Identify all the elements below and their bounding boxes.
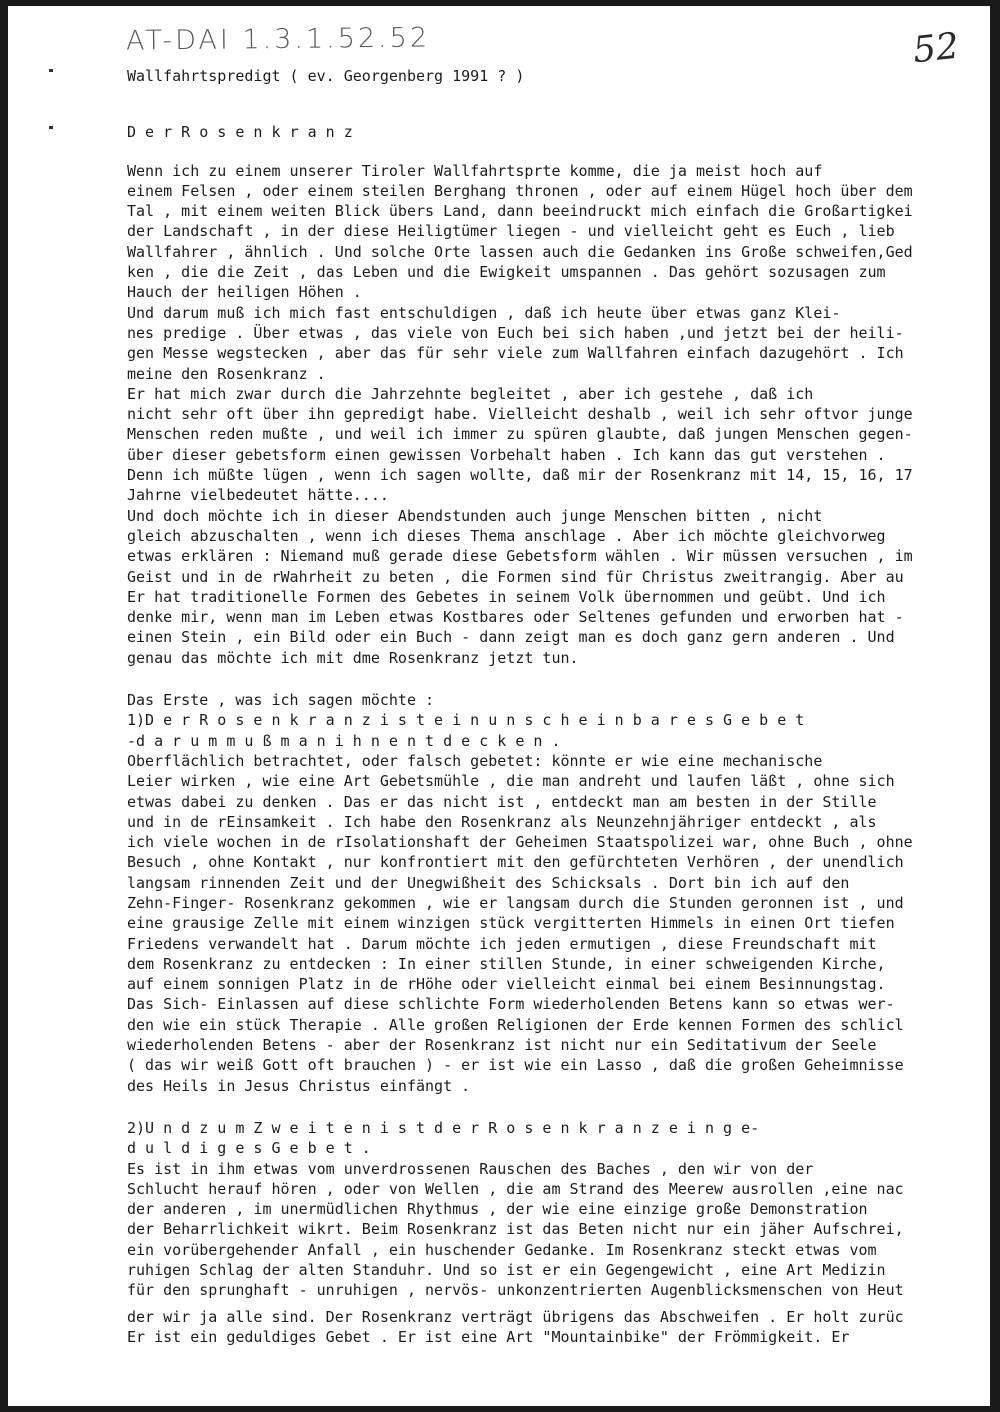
margin-mark [49,69,53,72]
section-2-heading: d u l d i g e s G e b e t . [127,1139,371,1158]
section-1-heading: 1)D e r R o s e n k r a n z i s t e i n u n s c h e i n b a r e s G e b e t [127,711,805,730]
paragraph-3: Er hat mich zwar durch die Jahrzehnte begleitet , aber ich gestehe , daß ich nicht sehr oft über ihn gepredigt habe. Vielleicht deshalb , weil ich sehr oftvor junge Menschen reden mußte , und weil ich immer zu spüren glaubte, daß jungen Menschen gegen- über dieser gebetsform einen gewissen Vorbehalt haben . Ich kann das gut verstehen . Denn ich müßte lügen , wenn ich sagen wollte, daß mir der Rosenkranz mit 14, 15, 16, 17 Jahrne vielbedeutet hätte.... [127,384,913,505]
section-2: 2)U n d z u m Z w e i t e n i s t d e r R o s e n k r a n z e i n g e- d u l d i g e s G e b e t . Es ist in ihm etwas vom unverdrossenen Rauschen des Baches , den wir von der Schlucht herauf hören , oder von Wellen , die am Strand des Meerew ausrollen ,eine nac der anderen , im unermüdlichen Rhythmus , der wie eine einzige große Demonstration der Beharrlichkeit wikrt. Beim Rosenkranz ist das Beten nicht nur ein jäher Aufschrei, ein vorübergehender Anfall , ein huschender Gedanke. Im Rosenkranz steckt etwas vom ruhigen Schlag der alten Standuhr. Und so ist er ein Gegengewicht , eine Art Medizin für den sprunghaft - unruhigen , nervös- unkonzentrierten Augenblicksmenschen von Heut der wir ja alle sind. Der Rosenkranz verträgt übrigens das Abschweifen . Er holt zurüc Er ist ein geduldiges Gebet . Er ist eine Art "Mountainbike" der Frömmigkeit. Er [127,1118,990,1347]
section-2-heading: 2)U n d z u m Z w e i t e n i s t d e r R o s e n k r a n z e i n g e- [127,1118,760,1137]
section-1: Das Erste , was ich sagen möchte : 1)D e r R o s e n k r a n z i s t e i n u n s c h e i n b a r e s G e b e t -d a r u m m u ß m a n i h n e n t d e c k e n . Oberflächlich betrachtet, oder falsch gebetet: könnte er wie eine mechanische Leier wirken , wie eine Art Gebetsmühle , die man andreht und laufen läßt , ohne sich etwas dabei zu denken . Das er das nicht ist , entdeckt man am besten in der Stille und in de rEinsamkeit . Ich habe den Rosenkranz als Neunzehnjähriger entdeckt , als ich viele wochen in de rIsolationshaft der Geheimen Staatspolizei war, ohne Buch , ohne Besuch , ohne Kontakt , nur konfrontiert mit den gefürchteten Verhören , der unendlich langsam rinnenden Zeit und der Unegwißheit des Schicksals . Dort bin ich auf den Zehn-Finger- Rosenkranz gekommen , wie er langsam durch die Stunden geronnen ist , und eine grausige Zelle mit einem winzigen stück vergitterten Himmels in einen Ort tiefen Friedens verwandelt hat . Darum möchte ich jeden ermutigen , diese Freundschaft mit dem Rosenkranz zu entdecken : In einer stillen Stunde, in einer schweigenden Kirche, auf einem sonnigen Platz in de rHöhe oder vielleicht einmal bei einem Besinnungstag. Das Sich- Einlassen auf diese schlichte Form wiederholenden Betens kann so etwas wer- den wie ein stück Therapie . Alle großen Religionen der Erde kennen Formen des schlicl wiederholenden Betens - aber der Rosenkranz ist nicht nur ein Seditativum der Seele ( das wir weiß Gott oft brauchen ) - er ist wie ein Lasso , daß die großen Geheimnisse des Heils in Jesus Christus einfängt . [127,690,990,1096]
header-line: Wallfahrtspredigt ( ev. Georgenberg 1991 ? ) [127,67,525,85]
document-page [8,6,990,1406]
sermon-title: D e r R o s e n k r a n z [127,123,353,142]
archive-reference-stamp: AT-DAI 1.3.1.52.52 [125,22,431,57]
paragraph-2: Und darum muß ich mich fast entschuldigen , daß ich heute über etwas ganz Klei- nes predige . Über etwas , das viele von Euch bei sich haben ,und jetzt bei der heili- gen Messe wegstecken , aber das für sehr viele zum Wallfahren einfach dazugehört . Ich meine den Rosenkranz . [127,303,904,383]
section-1-heading: -d a r u m m u ß m a n i h n e n t d e c k e n . [127,731,561,750]
margin-mark [49,126,53,129]
typed-text-body [127,66,990,1347]
page-number: 52 [910,25,961,72]
paragraph-1: Wenn ich zu einem unserer Tiroler Wallfahrtsprte komme, die ja meist hoch auf einem Felsen , oder einem steilen Berghang thronen , oder auf einem Hügel hoch über dem Tal , mit einem weiten Blick übers Land, dann beeindruckt mich einfach die Großartigkei der Landschaft , in der diese Heiligtümer liegen - und vielleicht geht es Euch , lieb Wallfahrer , ähnlich . Und solche Orte lassen auch die Gedanken ins Große schweifen,Ged ken , die die Zeit , das Leben und die Ewigkeit umspannen . Das gehört sozusagen zum Hauch der heiligen Höhen . [127,161,913,302]
paragraph-4: Und doch möchte ich in dieser Abendstunden auch junge Menschen bitten , nicht gleich abzuschalten , wenn ich dieses Thema anschlage . Aber ich möchte gleichvorweg etwas erklären : Niemand muß gerade diese Gebetsform wählen . Wir müssen versuchen , im Geist und in de rWahrheit zu beten , die Formen sind für Christus zweitrangig. Aber au Er hat traditionelle Formen des Gebetes in seinem Volk übernommen und geübt. Und ich denke mir, wenn man im Leben etwas Kostbares oder Seltenes gefunden und erworben hat - einen Stein , ein Bild oder ein Buch - dann zeigt man es doch ganz gern anderen . Und genau das möchte ich mit dme Rosenkranz jetzt tun. [127,506,913,667]
section-1-intro: Das Erste , was ich sagen möchte : [127,691,435,710]
